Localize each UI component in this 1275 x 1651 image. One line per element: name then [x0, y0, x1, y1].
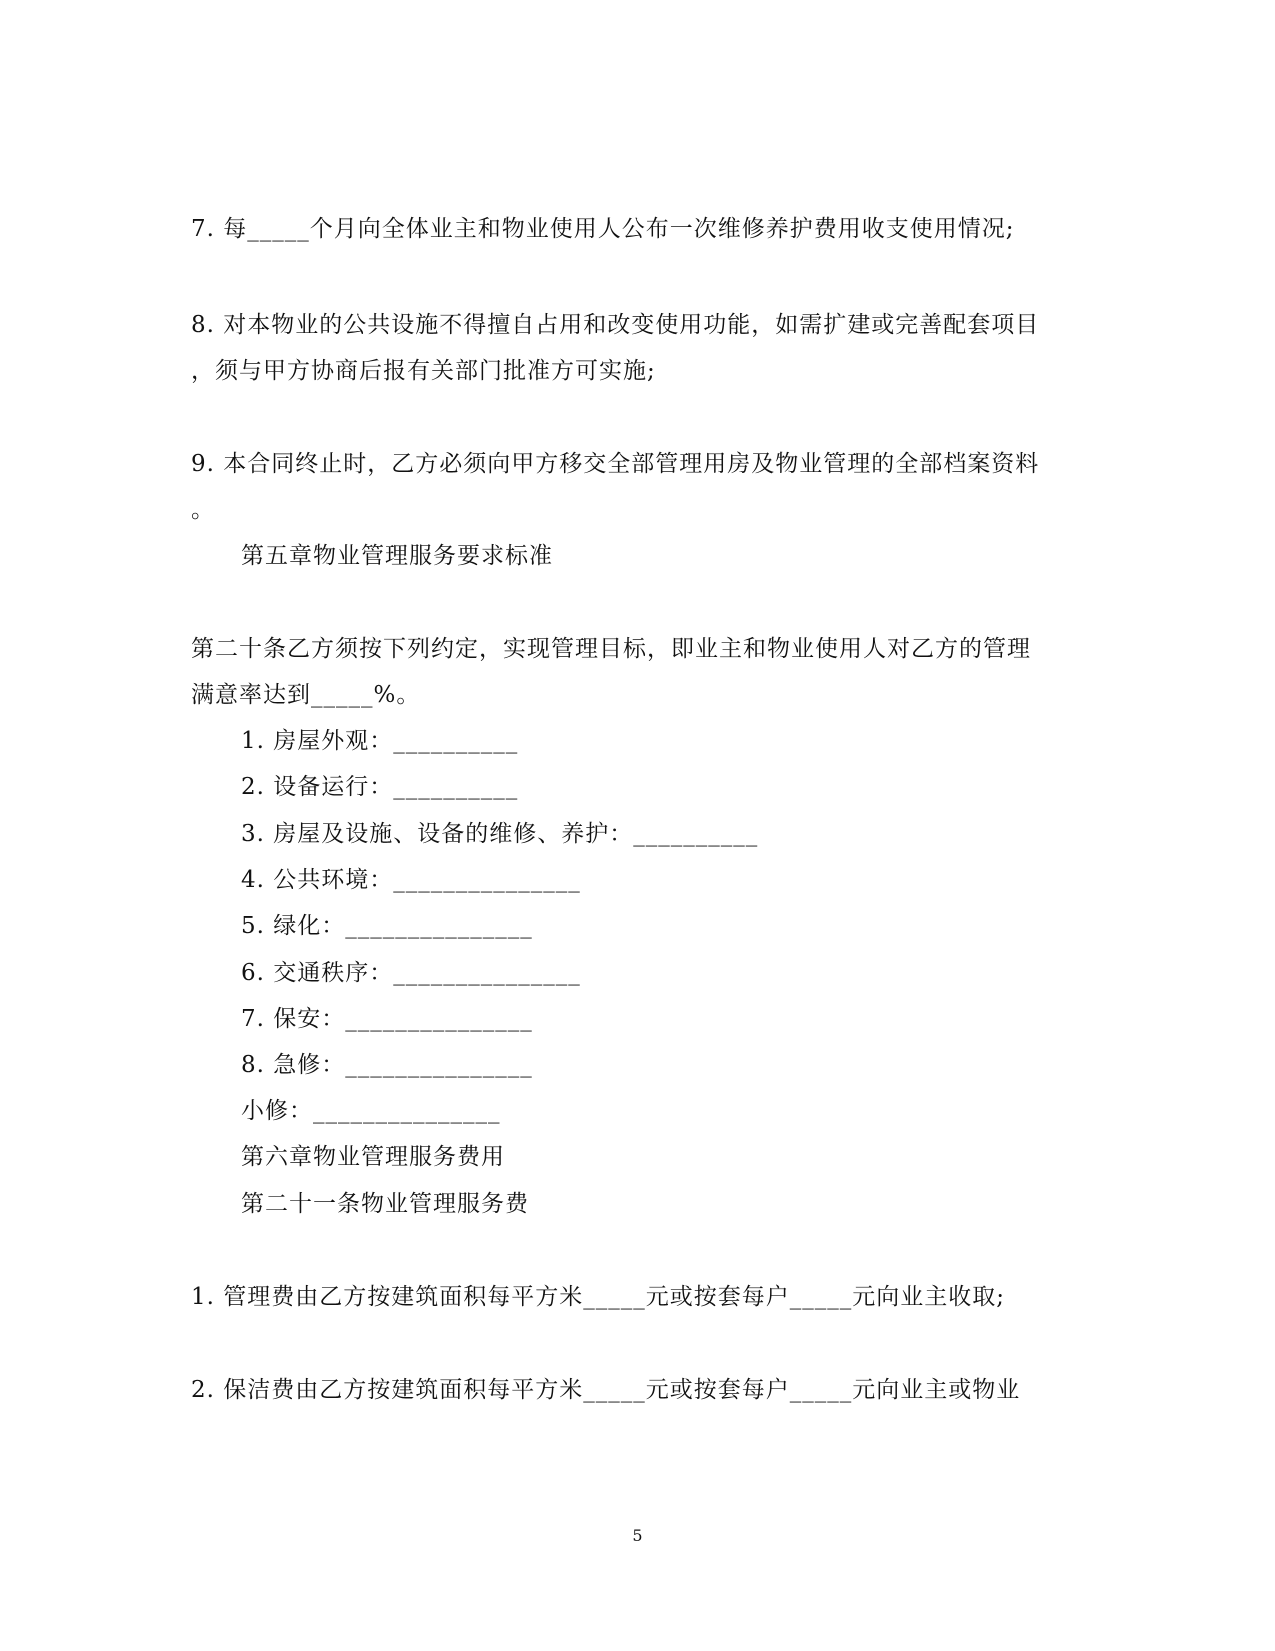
- standard-item-4: 4. 公共环境：_______________: [241, 867, 581, 893]
- fee-item-2: 2. 保洁费由乙方按建筑面积每平方米_____元或按套每户_____元向业主或物业: [191, 1377, 1021, 1403]
- chapter-6-heading: 第六章物业管理服务费用: [241, 1144, 505, 1170]
- article-20-line-1: 第二十条乙方须按下列约定，实现管理目标，即业主和物业使用人对乙方的管理: [191, 636, 1031, 662]
- standard-item-1: 1. 房屋外观：__________: [241, 728, 519, 754]
- standard-item-8: 8. 急修：_______________: [241, 1052, 533, 1078]
- page-number: 5: [632, 1526, 643, 1545]
- clause-9-line-1: 9. 本合同终止时，乙方必须向甲方移交全部管理用房及物业管理的全部档案资料: [191, 451, 1040, 477]
- standard-item-3: 3. 房屋及设施、设备的维修、养护：__________: [241, 821, 759, 847]
- standard-item-7: 7. 保安：_______________: [241, 1006, 533, 1032]
- standard-item-2: 2. 设备运行：__________: [241, 774, 519, 800]
- clause-9-line-2: 。: [191, 497, 215, 523]
- standard-item-5: 5. 绿化：_______________: [241, 913, 533, 939]
- fee-item-1: 1. 管理费由乙方按建筑面积每平方米_____元或按套每户_____元向业主收取;: [191, 1284, 1006, 1310]
- clause-8-line-1: 8. 对本物业的公共设施不得擅自占用和改变使用功能，如需扩建或完善配套项目: [191, 312, 1040, 338]
- article-20-line-2: 满意率达到_____%。: [191, 682, 421, 708]
- chapter-5-heading: 第五章物业管理服务要求标准: [241, 543, 553, 569]
- clause-8-line-2: ，须与甲方协商后报有关部门批准方可实施;: [191, 358, 656, 384]
- article-21-heading: 第二十一条物业管理服务费: [241, 1191, 529, 1217]
- standard-item-6: 6. 交通秩序：_______________: [241, 960, 581, 986]
- clause-7-line: 7. 每_____个月向全体业主和物业使用人公布一次维修养护费用收支使用情况;: [191, 216, 1015, 242]
- standard-item-minor-repair: 小修：_______________: [241, 1098, 501, 1124]
